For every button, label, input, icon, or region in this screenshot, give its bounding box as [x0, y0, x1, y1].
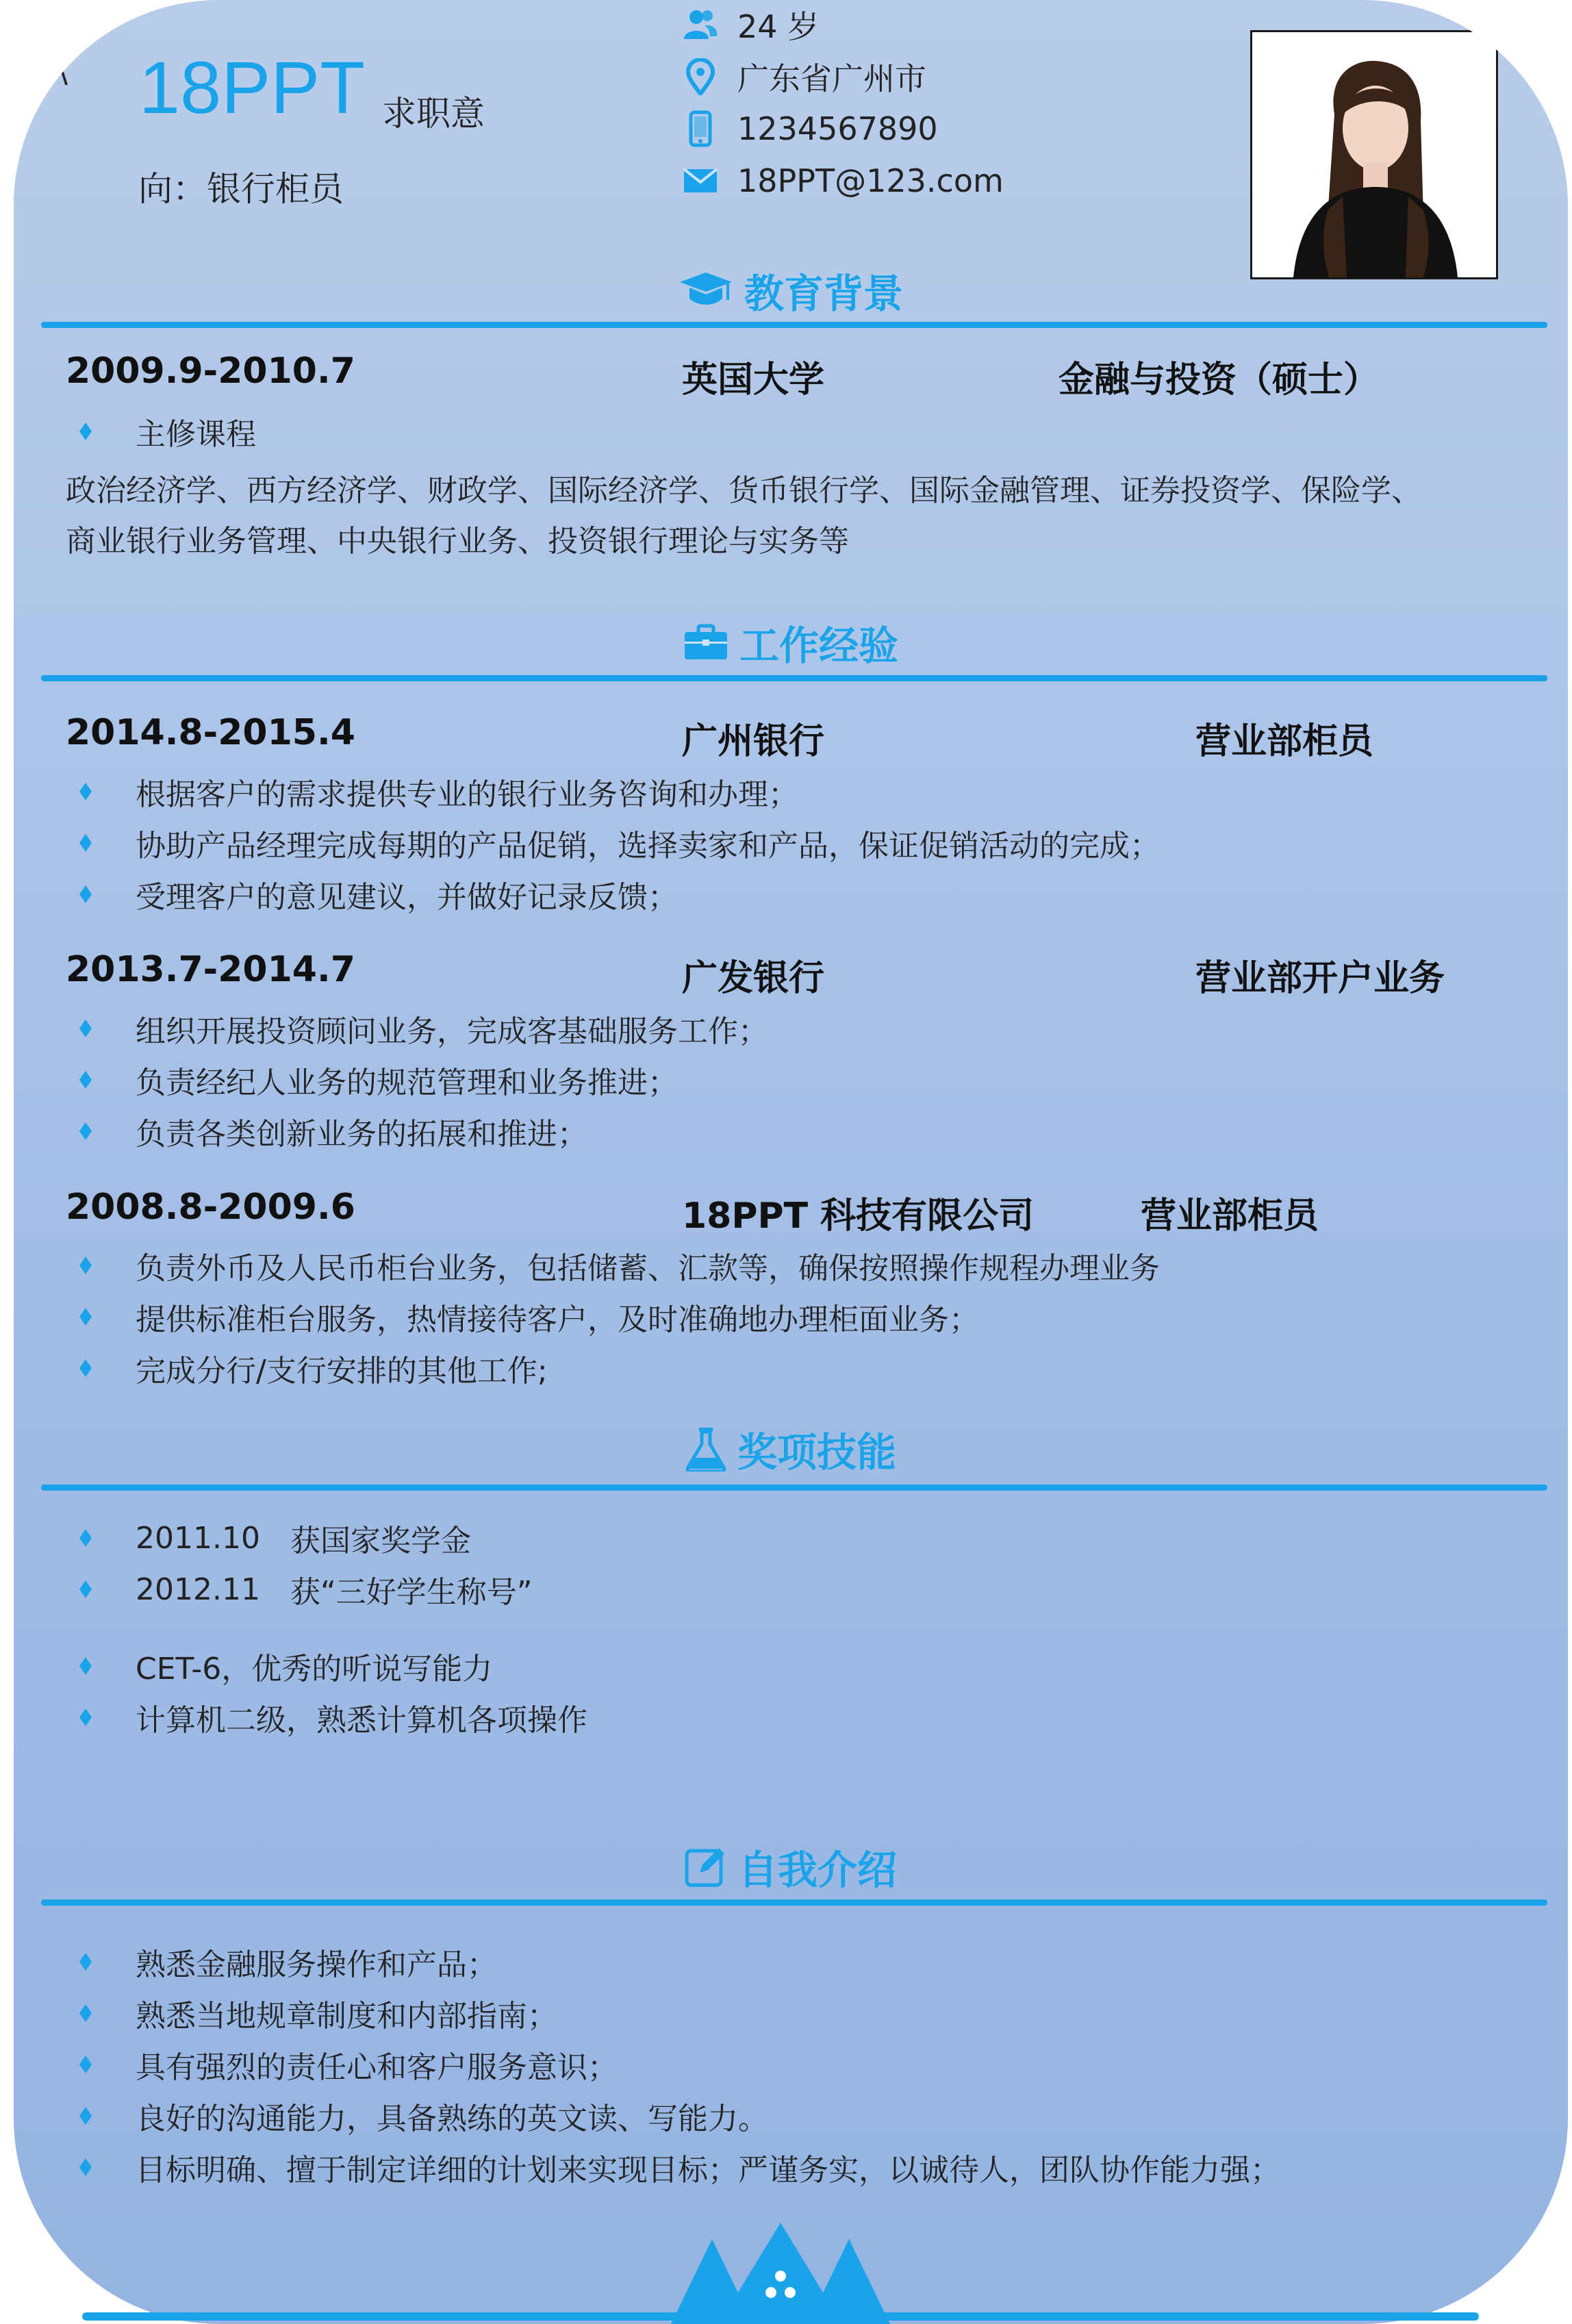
job-period: 2013.7-2014.7 [66, 949, 355, 990]
map-pin-icon [681, 58, 720, 96]
phone-icon [681, 110, 720, 148]
courses-line2: 商业银行业务管理、中央银行业务、投资银行理论与实务等 [66, 524, 849, 559]
award-text: 获“三好学生称号” [290, 1575, 533, 1610]
section-work-title: 工作经验 [739, 622, 898, 669]
job-position: 营业部柜员 [1195, 721, 1374, 762]
info-email [681, 160, 1004, 201]
section-self-title: 自我介绍 [737, 1847, 897, 1893]
envelope-icon [681, 162, 720, 200]
diamond-icon [79, 2107, 92, 2125]
list-item: 具有强烈的责任心和客户服务意识； [66, 2044, 618, 2085]
diamond-icon [79, 1953, 92, 1971]
info-age [681, 4, 819, 45]
list-item [66, 1517, 471, 1558]
list-item: 组织开展投资顾问业务，完成客基础服务工作； [66, 1008, 768, 1049]
phone-text: 1234567890 [737, 110, 938, 147]
resume-card [14, 0, 1568, 2324]
list-item: 负责经纪人业务的规范管理和业务推进； [66, 1059, 678, 1100]
award-text: 获国家奖学金 [290, 1524, 471, 1558]
courses-line1: 政治经济学、西方经济学、财政学、国际经济学、货币银行学、国际金融管理、证券投资学、保险学、 [66, 473, 1421, 508]
diamond-icon [79, 1308, 92, 1326]
list-item: 完成分行/支行安排的其他工作; [66, 1348, 548, 1389]
diamond-icon [79, 885, 92, 903]
diamond-icon [79, 422, 92, 440]
diamond-icon [79, 2056, 92, 2073]
list-item: CET-6，优秀的听说写能力 [66, 1645, 492, 1687]
list-item: 良好的沟通能力，具备熟练的英文读、写能力。 [66, 2095, 768, 2136]
diamond-icon [79, 1529, 92, 1547]
list-item: 协助产品经理完成每期的产品促销，选择卖家和产品，保证促销活动的完成； [66, 822, 1160, 863]
section-self [14, 1842, 1568, 1891]
diamond-icon [79, 1122, 92, 1140]
diamond-icon [79, 1256, 92, 1274]
education-major: 金融与投资（硕士） [1058, 359, 1380, 401]
job-header-row [66, 949, 1531, 997]
info-location [681, 56, 926, 97]
diamond-icon [79, 1657, 92, 1675]
job-header-row [66, 712, 1531, 760]
awards-divider [41, 1485, 1547, 1491]
job-period: 2008.8-2009.6 [66, 1187, 355, 1228]
job-company: 广州银行 [682, 721, 825, 762]
users-icon [681, 5, 720, 44]
section-education-title: 教育背景 [744, 270, 903, 317]
education-school: 英国大学 [682, 359, 825, 401]
diamond-icon [79, 1708, 92, 1726]
list-item: 熟悉金融服务操作和产品； [66, 1941, 497, 1982]
diamond-icon [79, 834, 92, 852]
diamond-icon [79, 1580, 92, 1598]
diamond-icon [79, 1071, 92, 1089]
list-item: 负责外币及人民币柜台业务，包括储蓄、汇款等，确保按照操作规程办理业务 [66, 1245, 1160, 1286]
list-item: 受理客户的意见建议，并做好记录反馈； [66, 874, 678, 915]
bottom-divider [82, 2312, 1479, 2321]
graduation-cap-icon [679, 270, 733, 311]
job-period: 2014.8-2015.4 [66, 712, 355, 753]
work-divider [41, 675, 1547, 681]
education-period: 2009.9-2010.7 [66, 351, 355, 392]
info-phone [681, 108, 938, 149]
section-education [14, 266, 1568, 315]
award-date: 2012.11 [136, 1571, 260, 1607]
age-text: 24 岁 [737, 8, 820, 45]
diamond-icon [79, 1359, 92, 1377]
award-date: 2011.10 [136, 1520, 260, 1556]
section-awards [14, 1424, 1568, 1474]
candidate-name: 18PPT [139, 46, 366, 129]
diamond-icon [79, 2158, 92, 2176]
list-item: 目标明确、擅于制定详细的计划来实现目标；严谨务实，以诚待人，团队协作能力强； [66, 2147, 1280, 2188]
self-divider [41, 1899, 1547, 1906]
location-text: 广东省广州市 [737, 60, 926, 97]
list-item: 主修课程 [66, 411, 256, 452]
job-position: 营业部柜员 [1141, 1196, 1319, 1237]
list-item [66, 1569, 533, 1610]
briefcase-icon [683, 624, 728, 661]
section-work [14, 618, 1568, 667]
job-intent-line1: 求职意 [382, 94, 485, 134]
job-company: 广发银行 [682, 958, 825, 999]
job-position: 营业部开户业务 [1195, 958, 1445, 999]
list-item: 计算机二级，熟悉计算机各项操作 [66, 1697, 587, 1738]
flask-icon [685, 1426, 726, 1472]
profile-photo [1250, 30, 1498, 279]
list-item: 熟悉当地规章制度和内部指南； [66, 1993, 557, 2034]
section-awards-title: 奖项技能 [737, 1429, 896, 1476]
diamond-icon [79, 1020, 92, 1037]
job-intent-line2: 向：银行柜员 [138, 169, 344, 209]
list-item: 根据客户的需求提供专业的银行业务咨询和办理； [66, 771, 798, 812]
education-divider [41, 322, 1547, 328]
list-item: 提供标准柜台服务，热情接待客户，及时准确地办理柜面业务； [66, 1296, 979, 1337]
edit-icon [685, 1845, 727, 1888]
diamond-icon [79, 783, 92, 800]
job-company: 18PPT 科技有限公司 [682, 1196, 1035, 1237]
mountain-decoration [671, 2219, 917, 2324]
stray-mark: \ [58, 55, 68, 90]
email-text: 18PPT@123.com [737, 162, 1004, 199]
education-header-row [66, 351, 1531, 399]
diamond-icon [79, 2004, 92, 2022]
list-item: 负责各类创新业务的拓展和推进； [66, 1111, 587, 1152]
job-header-row [66, 1187, 1531, 1235]
